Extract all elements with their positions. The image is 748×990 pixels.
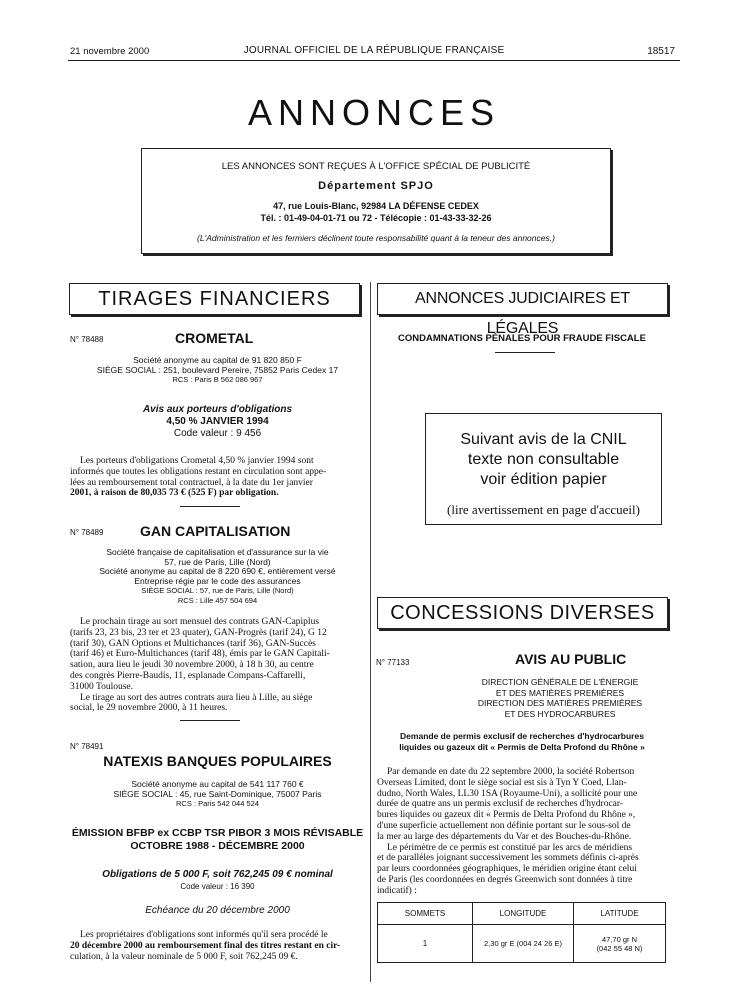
para-line: bures liquides ou gazeux dit « Permis de Delta Profond du Rhône », xyxy=(377,810,636,821)
natexis-paragraph xyxy=(70,930,360,962)
section-title-concessions xyxy=(377,597,668,629)
direction-block xyxy=(440,677,680,719)
echeance: Echéance du 20 décembre 2000 xyxy=(145,905,290,916)
para-line: (tarif 30), GAN Options et Multichances (tarif 36), GAN-Succès xyxy=(70,638,316,649)
company-info xyxy=(70,779,365,809)
info-box xyxy=(141,148,611,254)
section-title-text: TIRAGES FINANCIERS xyxy=(98,288,331,310)
para-line: indicatif) : xyxy=(377,885,417,896)
para-line: Le tirage au sort des autres contrats aura lieu à Lille, au siège xyxy=(80,692,313,703)
emission-line: ÉMISSION BFBP ex CCBP TSR PIBOR 3 MOIS RÉVISABLE xyxy=(71,827,364,839)
table-cell: 1 xyxy=(378,925,473,963)
para-line: dudno, North Wales, LL30 1SA (Royaume-Uni), a sollicité pour une xyxy=(377,788,638,799)
code-valeur: Code valeur : 16 390 xyxy=(180,882,255,891)
direction-line: DIRECTION GÉNÉRALE DE L'ÉNERGIE xyxy=(481,677,639,687)
para-line: Les propriétaires d'obligations sont informés qu'il sera procédé le xyxy=(80,930,328,940)
crometal-paragraph xyxy=(70,456,360,499)
para-line: de Paris (les coordonnées en degrés Greenwich sont données à titre xyxy=(377,874,633,885)
notice-number: N° 77133 xyxy=(376,658,410,667)
cnil-line: texte non consultable xyxy=(467,451,620,468)
para-line: informés que toutes les obligations restant en circulation sont appe- xyxy=(70,466,327,477)
para-line: des congrès Pierre-Baudis, 11, esplanade Compans-Caffarelli, xyxy=(70,670,306,681)
divider xyxy=(180,506,240,507)
coordinates-table xyxy=(377,902,666,963)
para-line: Overseas Limited, dont le siège social est sis à Tyn Y Coed, Llan- xyxy=(377,777,627,788)
table-header: SOMMETS xyxy=(378,903,473,925)
avis-title: Avis aux porteurs d'obligations xyxy=(142,404,293,415)
latitude-value: 47,70 gr N xyxy=(601,934,638,944)
cnil-line: Suivant avis de la CNIL xyxy=(460,431,627,448)
header-date: 21 novembre 2000 xyxy=(70,46,150,57)
section-title-text: ANNONCES JUDICIAIRES ET LÉGALES xyxy=(415,290,630,337)
info-line: Entreprise régie par le code des assurances xyxy=(134,575,301,586)
rcs-line: RCS : Paris 542 044 524 xyxy=(176,799,259,808)
cnil-note: (lire avertissement en page d'accueil) xyxy=(447,502,640,517)
avis-title: AVIS AU PUBLIC xyxy=(515,651,627,667)
para-line: Par demande en date du 22 septembre 2000, la société Robertson xyxy=(387,767,635,777)
notice-number: N° 78489 xyxy=(70,528,104,537)
table-row xyxy=(378,925,666,963)
para-line: et de parallèles joignant successivement les sommets définis ci-après xyxy=(377,853,639,864)
page-number: 18517 xyxy=(647,46,675,57)
avis-block xyxy=(70,404,365,440)
direction-line: ET DES HYDROCARBURES xyxy=(504,708,616,719)
info-line: SIÈGE SOCIAL : 57, rue de Paris, Lille (Nord) xyxy=(141,586,294,595)
column-separator xyxy=(370,282,371,982)
para-line: (tarif 46) et Euro-Multichances (tarif 48), émis par le GAN Capitali- xyxy=(70,649,330,660)
info-line: Société anonyme au capital de 8 220 690 €, entièrement versé xyxy=(99,566,336,576)
code-valeur: Code valeur : 9 456 xyxy=(173,428,262,439)
para-line: Les porteurs d'obligations Crometal 4,50 % janvier 1994 sont xyxy=(80,456,314,466)
company-name: GAN CAPITALISATION xyxy=(140,523,291,539)
section-title-text: CONCESSIONS DIVERSES xyxy=(390,602,655,624)
phone: Tél. : 01-49-04-01-71 ou 72 - Télécopie : 01-43-33-32-26 xyxy=(260,213,492,223)
table-header: LATITUDE xyxy=(574,903,666,925)
para-line: 31000 Toulouse. xyxy=(70,681,134,692)
info-line: Société française de capitalisation et d'assurance sur la vie xyxy=(106,547,329,557)
avis-paragraph xyxy=(377,767,667,897)
para-line: durée de quatre ans un permis exclusif de recherches d'hydrocar- xyxy=(377,799,624,810)
direction-line: DIRECTION DES MATIÈRES PREMIÈRES xyxy=(477,698,643,708)
company-info xyxy=(70,548,365,605)
para-line: d'une superficie actuellement non définie portant sur le sous-sol de xyxy=(377,820,631,831)
obligations-block xyxy=(70,869,365,893)
main-title: ANNONCES xyxy=(247,92,501,133)
para-line: (tarifs 23, 23 bis, 23 ter et 23 quater), GAN-Progrès (tarif 24), G 12 xyxy=(70,627,327,638)
info-line: 57, rue de Paris, Lille (Nord) xyxy=(164,556,271,567)
para-line: par leurs coordonnées géographiques, le méridien origine étant celui xyxy=(377,864,637,875)
para-line: 20 décembre 2000 au remboursement final des titres restant en cir- xyxy=(70,940,341,951)
capital-line: Société anonyme au capital de 541 117 760 € xyxy=(131,779,304,789)
info-line: LES ANNONCES SONT REÇUES À L'OFFICE SPÉCIAL DE PUBLICITÉ xyxy=(221,161,531,172)
para-line: social, le 29 novembre 2000, à 11 heures. xyxy=(70,703,228,714)
table-cell-latitude xyxy=(574,925,666,963)
para-line: lées au remboursement total contractuel, à la date du 1er janvier xyxy=(70,477,313,488)
table-header: LONGITUDE xyxy=(473,903,574,925)
para-line: culation, à la valeur nominale de 5 000 F, soit 762,245 09 €. xyxy=(70,951,298,962)
latitude-value: (042 55 48 N) xyxy=(596,943,643,953)
gan-paragraph xyxy=(70,617,360,714)
siege-line: SIÈGE SOCIAL : 45, rue Saint-Dominique, 75007 Paris xyxy=(113,789,322,799)
company-name: NATEXIS BANQUES POPULAIRES xyxy=(103,753,332,769)
para-line: la mer au large des départements du Var et des Bouches-du-Rhône. xyxy=(377,831,632,842)
subsection-title: CONDAMNATIONS PÉNALES POUR FRAUDE FISCALE xyxy=(398,333,646,344)
divider xyxy=(180,720,240,721)
para-line: Le prochain tirage au sort mensuel des contrats GAN-Capiplus xyxy=(80,617,320,627)
demande-title xyxy=(376,731,668,753)
cnil-text xyxy=(426,430,661,490)
table-cell: 2,30 gr E (004 24 26 E) xyxy=(473,925,574,963)
header-rule xyxy=(68,60,680,61)
para-line: Le périmètre de ce permis est constitué par les arcs de méridiens xyxy=(387,842,633,853)
direction-line: ET DES MATIÈRES PREMIÈRES xyxy=(495,687,625,698)
section-title-tirages xyxy=(69,283,360,315)
demande-line: liquides ou gazeux dit « Permis de Delta Profond du Rhône » xyxy=(399,742,645,752)
address: 47, rue Louis-Blanc, 92984 LA DÉFENSE CEDEX xyxy=(273,201,479,211)
section-title-judiciaires xyxy=(377,283,668,337)
rcs-line: RCS : Paris B 562 086 967 xyxy=(172,375,263,384)
notice-number: N° 78491 xyxy=(70,742,104,751)
para-line: 2001, à raison de 80,035 73 € (525 F) par obligation. xyxy=(70,488,279,499)
cnil-box xyxy=(425,413,662,525)
obligations-line: Obligations de 5 000 F, soit 762,245 09 € nominal xyxy=(102,869,333,880)
notice-number: N° 78488 xyxy=(70,335,104,344)
capital-line: Société anonyme au capital de 91 820 850 F xyxy=(133,355,302,365)
disclaimer: (L'Administration et les fermiers déclinent toute responsabilité quant à la teneur des annonces.) xyxy=(197,233,555,243)
rcs-line: RCS : Lille 457 504 694 xyxy=(177,595,258,605)
cnil-line: voir édition papier xyxy=(480,471,607,488)
emission-line: OCTOBRE 1988 - DÉCEMBRE 2000 xyxy=(130,840,305,852)
para-line: sation, aura lieu le jeudi 30 novembre 2000, à 18 h 30, au centre xyxy=(70,660,314,671)
emission-title xyxy=(68,827,367,853)
company-info xyxy=(70,355,365,385)
avis-rate: 4,50 % JANVIER 1994 xyxy=(166,416,269,427)
divider xyxy=(495,352,555,353)
journal-title: JOURNAL OFFICIEL DE LA RÉPUBLIQUE FRANÇAISE xyxy=(243,45,505,56)
demande-line: Demande de permis exclusif de recherches d'hydrocarbures xyxy=(400,731,644,741)
table-header-row xyxy=(378,903,666,925)
company-name: CROMETAL xyxy=(175,330,254,346)
siege-line: SIÈGE SOCIAL : 251, boulevard Pereire, 75852 Paris Cedex 17 xyxy=(96,365,339,375)
department: Département SPJO xyxy=(318,180,434,192)
